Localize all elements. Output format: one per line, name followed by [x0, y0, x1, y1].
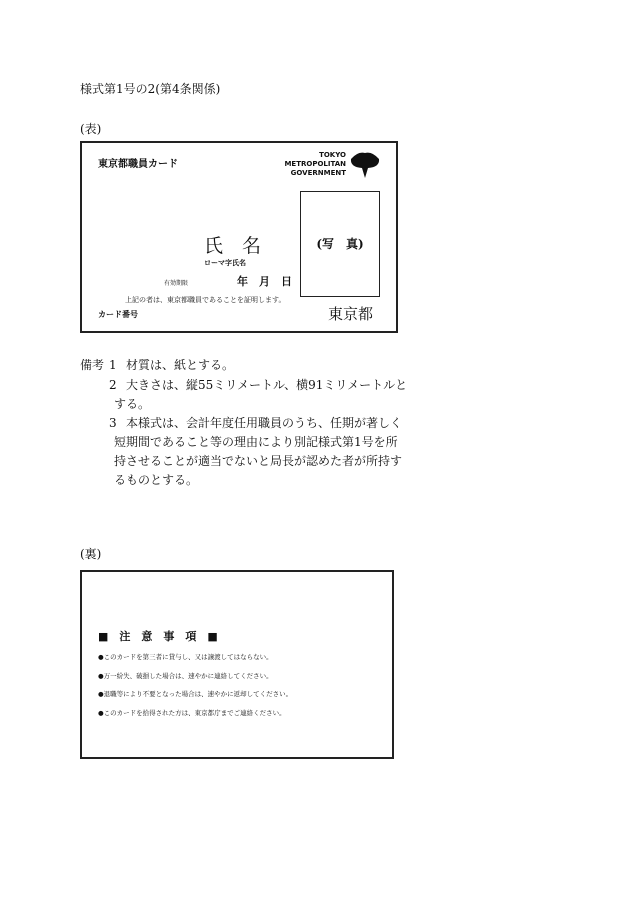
notice-item: ●このカードを第三者に貸与し、又は譲渡してはならない。: [98, 653, 273, 661]
card-number-label: カード番号: [98, 309, 138, 319]
remark-num: 3: [109, 416, 117, 430]
back-card: [80, 570, 394, 759]
issuer: 東京都: [328, 305, 374, 323]
remarks-label: 備考: [80, 358, 105, 372]
back-label: (裏): [80, 547, 102, 561]
logo-line: GOVERNMENT: [290, 169, 346, 177]
notice-title: ■ 注 意 事 項 ■: [98, 630, 218, 643]
notice-item: ●このカードを拾得された方は、東京都庁までご連絡ください。: [98, 709, 286, 717]
logo-line: TOKYO: [319, 151, 346, 159]
remark-num: 2: [109, 378, 117, 392]
remark-line: 短期間であること等の理由により別記様式第1号を所: [114, 435, 398, 449]
remark-line: 大きさは、縦55ミリメートル、横91ミリメートルと: [126, 378, 408, 392]
expiry-date: 年 月 日: [237, 275, 292, 288]
remark-line: する。: [114, 397, 151, 411]
photo-box: [300, 191, 380, 297]
front-card: [80, 141, 398, 333]
remark-line: 持させることが適当でないと局長が認めた者が所持す: [114, 454, 403, 468]
remark-line: 材質は、紙とする。: [126, 358, 235, 372]
remark-line: 本様式は、会計年度任用職員のうち、任期が著しく: [126, 416, 403, 430]
romaji-label: ローマ字氏名: [204, 258, 246, 267]
card-title: 東京都職員カード: [98, 159, 178, 170]
front-label: (表): [80, 122, 102, 136]
remark-line: るものとする。: [114, 473, 199, 487]
logo-line: METROPOLITAN: [284, 160, 346, 168]
ginkgo-logo-icon: [348, 151, 382, 179]
name-label: 氏 名: [204, 235, 262, 257]
expiry-label: 有効期限: [164, 280, 189, 287]
notice-item: ●退職等により不要となった場合は、速やかに返却してください。: [98, 690, 293, 698]
certification-text: 上記の者は、東京都職員であることを証明します。: [125, 296, 286, 304]
form-heading: 様式第1号の2(第4条関係): [80, 82, 221, 96]
photo-label: (写 真): [316, 237, 364, 251]
tokyo-logo-text: [284, 151, 346, 178]
notice-item: ●万一紛失、破損した場合は、速やかに連絡してください。: [98, 672, 273, 680]
remark-num: 1: [109, 358, 117, 372]
